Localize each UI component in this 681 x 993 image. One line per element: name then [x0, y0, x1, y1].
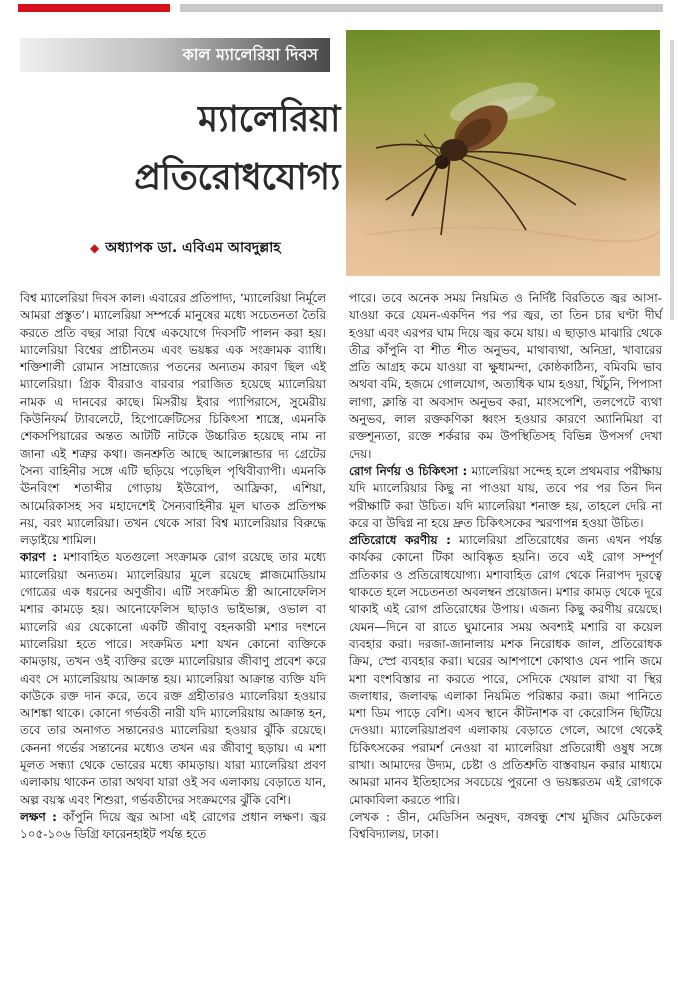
author-note: লেখক : ডীন, মেডিসিন অনুষদ, বঙ্গবন্ধু শেখ মুজিব মেডিকেল বিশ্ববিদ্যালয়, ঢাকা।: [349, 809, 662, 842]
diagnosis-text: ম্যালেরিয়া সন্দেহ হলে প্রথমবার পরীক্ষায় যদি ম্যালেরিয়ার কিছু না পাওয়া যায়, তবে পর পর তিন দিন পরীক্ষাটি করা উচিত। যদি ম্যালেরিয়া শনাক্ত হয়, তাহলে দেরি না করে বা উদ্বিগ্ন না হয়ে দ্রুত চিকিৎসকের স্মরণাপন্ন হওয়া উচিত।: [349, 463, 663, 530]
article-column-right: [349, 290, 662, 844]
prevention-paragraph: [349, 532, 662, 809]
kicker-text: কাল ম্যালেরিয়া দিবস: [182, 44, 318, 64]
symptoms-continued-paragraph: পারে। তবে অনেক সময় নিয়মিত ও নির্দিষ্ট বিরতিতে জ্বর আসা-যাওয়া করে যেমন-একদিন পর পর জ্বর, তা তিন চার ঘণ্টা দীর্ঘ হওয়া এবং এরপর ঘাম দিয়ে জ্বর কমে যায়। এ ছাড়াও মাঝারি থেকে তীব্র কাঁপুনি বা শীত শীত অনুভব, মাথাব্যথা, অনিদ্রা, খাবারের প্রতি আগ্রহ কমে যাওয়া বা ক্ষুধামন্দা, কোষ্ঠকাঠিন্য, বমিবমি ভাব অথবা বমি, হজমে গোলযোগ, অত্যধিক ঘাম হওয়া, খিঁচুনি, পিপাসা লাগা, ক্লান্তি বা অবসাদ অনুভব করা, মাংসপেশি, তলপেটে ব্যথা অনুভব, লাল রক্তকণিকা ধ্বংস হওয়ার কারণে অ্যানিমিয়া বা রক্তশূন্যতা, রক্তে শর্করার কম উপস্থিতিসহ বিভিন্ন উপসর্গ দেখা দেয়।: [349, 291, 662, 461]
causes-heading: কারণ :: [20, 550, 58, 565]
diagnosis-paragraph: [349, 463, 662, 532]
headline-line-2: প্রতিরোধযোগ্য: [134, 156, 340, 198]
mosquito-illustration: [346, 30, 660, 276]
causes-paragraph: [20, 549, 326, 808]
symptoms-paragraph: [20, 809, 326, 844]
causes-text: মশাবাহিত যতগুলো সংক্রামক রোগ রয়েছে তার মধ্যে ম্যালেরিয়া অন্যতম। ম্যালেরিয়ার মূলে রয়েছে প্লাজমোডিয়াম গোত্রের এক ধরনের অণুজীব। এটি সংক্রমিত স্ত্রী আনোফেলিস মশার কামড়ে হয়। আনোফেলিস ছাড়াও ভাইভাক্স, ওভাল বা ম্যালেরি এর যেকোনো একটি জীবাণু বহনকারী মশার দংশনে ম্যালেরিয়া হতে পারে। সংক্রমিত মশা যখন কোনো ব্যক্তিকে কামড়ায়, তখন ওই ব্যক্তির রক্তে ম্যালেরিয়ার জীবাণু প্রবেশ করে এবং সে ম্যালেরিয়ায় আক্রান্ত হয়। ম্যালেরিয়া আক্রান্ত ব্যক্তি যদি কাউকে রক্ত দান করে, তবে রক্ত গ্রহীতারও ম্যালেরিয়া হওয়ার আশঙ্কা থাকে। কোনো গর্ভবতী নারী যদি ম্যালেরিয়ায় আক্রান্ত হন, তবে তার অনাগত সন্তানেরও ম্যালেরিয়া হওয়ার ঝুঁকি রয়েছে। কেননা গর্ভের সন্তানের মধ্যেও তখন এর জীবাণু ছড়ায়। এ মশা মূলত সন্ধ্যা থেকে ভোরের মধ্যে কামড়ায়। যারা ম্যালেরিয়া প্রবণ এলাকায় থাকেন তারা অথবা যারা ওই সব এলাকায় বেড়াতে যান, অল্প বয়স্ক এবং শিশুরা, গর্ভবতীদের সংক্রমণের ঝুঁকি বেশি।: [20, 550, 326, 807]
prevention-heading: প্রতিরোধে করণীয় :: [349, 533, 451, 548]
headline: [20, 90, 340, 206]
section-kicker: [20, 38, 330, 72]
headline-line-1: ম্যালেরিয়া: [198, 98, 340, 140]
top-rule-bar: [180, 4, 663, 12]
prevention-text: ম্যালেরিয়া প্রতিরোধের জন্য এখন পর্যন্ত কার্যকর কোনো টিকা আবিষ্কৃত হয়নি। তবে এই রোগ সম্পূর্ণ প্রতিকার ও প্রতিরোধযোগ্য। মশাবাহিত রোগ থেকে নিরাপদ দূরত্বে থাকতে হলে সচেতনতা অবলম্বন প্রয়োজন। মশার কামড় থেকে দূরে থাকাই এই রোগ প্রতিরোধের উপায়। এজন্য কিছু করণীয় রয়েছে। যেমন—দিনে বা রাতে ঘুমানোর সময় অবশ্যই মশারি বা কয়েল ব্যবহার করা। দরজা-জানালায় মশক নিরোধক জাল, প্রতিরোধক ক্রিম, স্প্রে ব্যবহার করা। ঘরের আশপাশে কোথাও যেন পানি জমে মশা বংশবিস্তার না করতে পারে, সেদিকে খেয়াল রাখা বা স্থির জলাধার, জলাবদ্ধ এলাকা নিয়মিত পরিষ্কার করা। জমা পানিতে মশা ডিম পাড়ে বেশি। এসব স্থানে কীটনাশক বা কেরোসিন ছিটিয়ে দেওয়া। ম্যালেরিয়াপ্রবণ এলাকায় বেড়াতে গেলে, আগে থেকেই চিকিৎসকের পরামর্শ নেওয়া বা ম্যালেরিয়া প্রতিরোধী ওষুধ সঙ্গে রাখা। আমাদের উদ্যম, চেষ্টা ও প্রতিশ্রুতি বাস্তবায়ন করার মাধ্যমে আমরা মানব ইতিহাসের সবচেয়ে পুরনো ও ভয়ঙ্করতম এই রোগকে মোকাবিলা করতে পারি।: [349, 533, 662, 807]
byline-author: অধ্যাপক ডা. এবিএম আবদুল্লাহ: [105, 240, 281, 256]
top-accent-bar: [18, 4, 170, 12]
symptoms-text: কাঁপুনি দিয়ে জ্বর আসা এই রোগের প্রধান লক্ষণ। জ্বর ১০৫-১০৬ ডিগ্রি ফারেনহাইট পর্যন্ত হতে: [20, 809, 326, 842]
right-edge-rule: [670, 40, 674, 320]
diagnosis-heading: রোগ নির্ণয় ও চিকিৎসা :: [349, 463, 468, 478]
mosquito-photo: [346, 30, 660, 276]
byline-bullet-icon: ◆: [90, 241, 100, 255]
article-column-left: [20, 290, 326, 844]
intro-paragraph: বিশ্ব ম্যালেরিয়া দিবস কাল। এবারের প্রতিপাদ্য, ‘ম্যালেরিয়া নির্মূলে আমরা প্রস্তুত’। ম্যালেরিয়া সম্পর্কে মানুষের মধ্যে সচেতনতা তৈরি করতে প্রতি বছর সারা বিশ্বে একযোগে দিবসটি পালন করা হয়। ম্যালেরিয়া বিশ্বের প্রাচীনতম এবং ভয়ঙ্কর এক সংক্রামক ব্যাধি। শক্তিশালী রোমান সাম্রাজ্যের পতনের অন্যতম কারণ ছিল এই ম্যালেরিয়া। গ্রিক বীররাও বারবার পরাজিত হয়েছে ম্যালেরিয়া নামক এ দানবের কাছে। মিসরীয় ইবার প্যাপিরাসে, সুমেরীয় কিউনিফর্ম ট্যাবলেটে, হিপোক্রেটিসের চিকিৎসা শাস্ত্রে, এমনকি শেকসপিয়ারের অন্তত আটটি নাটকে উচ্চারিত হয়েছে নাম না জানা এই শত্রুর কথা। জনশ্রুতি আছে আলেক্সান্ডার দ্য গ্রেটের সৈন্য বাহিনীর সঙ্গে এটি ছড়িয়ে পড়েছিল পৃথিবীব্যাপী। এমনকি ঊনবিংশ শতাব্দীর গোড়ায় ইউরোপ, আফ্রিকা, এশিয়া, আমেরিকাসহ সব মহাদেশেই সৈন্যবাহিনীর মূল ঘাতক প্রতিপক্ষ নয়, বরং ম্যালেরিয়া। তখন থেকে সারা বিশ্ব ম্যালেরিয়ার বিরুদ্ধে লড়াইয়ে শামিল।: [20, 291, 326, 548]
byline: [90, 236, 340, 260]
symptoms-heading: লক্ষণ :: [20, 809, 57, 824]
